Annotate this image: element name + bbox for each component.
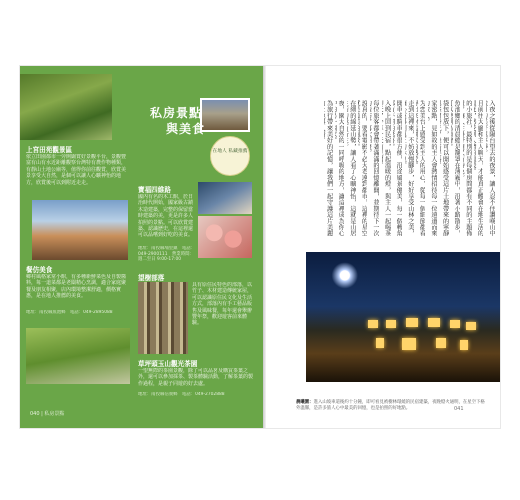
text-column: 走到這裡來，不妨放慢腳步，好好享受山林之美， xyxy=(406,100,414,237)
spot-description: 依立田園都市一旁開闢賞好景觀平台，景觀豐富有山有水近距離觀察台灣特有農作物種類，有靜山土地公廟等，值得你前往觀賞，欣賞美景享受大自然，是個可以讓人心曠神怡的地方，欣賞後可以到附近走走。 xyxy=(26,154,127,186)
right-page xyxy=(266,66,500,428)
spot-info: 地址：南投縣信義鄉 電話：049-2702888 xyxy=(138,392,225,397)
right-page-number: 041 xyxy=(454,406,464,412)
spot-description: 一望無際的茶園景觀，除了可以品茗及購買茶葉之外，還可以參加採茶、製茶體驗活動，了解茶葉的製作過程，是親子同遊的好去處。 xyxy=(138,368,254,387)
spot-description: 鄉村風格家常小館，有多種新鮮菜色及自製醬料，每一道菜都是老闆精心烹調，適合家庭聚餐及朋友相聚，店內環境整潔舒適，價格實惠，是在地人推薦的美食。 xyxy=(26,274,127,300)
spot-title: 寶福四維路 xyxy=(138,186,171,194)
text-column: 為旅行帶來美好的記憶，讓我們一起守護這片美麗 xyxy=(325,100,333,237)
banner-title-line1: 私房景點 xyxy=(150,106,203,120)
left-page-number: 040 | 私房景點 xyxy=(30,411,65,417)
colonial-house-photo xyxy=(32,200,128,260)
left-page xyxy=(20,66,263,428)
text-column: 的小旅社，最特別的是每個房間都有不同的主題佈 xyxy=(464,100,472,237)
spot-description: 國內有名的木工館，於日治時代開始，國家級古蹟木造建築，完整的保留當時建築的美，更是許多人拍照的景點。可以欣賞建築、認識歷史，在這裡還可以品嚐到好吃的美食。 xyxy=(138,194,194,239)
spot-title: 餐仿美食 xyxy=(26,266,53,274)
vegetable-garden-photo xyxy=(20,74,112,140)
text-column: 魚池鄉的清晨總是籠罩在薄霧中，沿著小路散步， xyxy=(453,100,461,237)
bamboo-village-photo xyxy=(138,282,188,354)
text-column: 說真的，要看電影不必大老遠到都市，這裡的星空 xyxy=(360,100,368,237)
book-spread xyxy=(20,66,500,428)
spot-title: 草坪頭玉山觀光茶園 xyxy=(138,360,198,368)
text-column: 且前往大廳和主人聊天，才能真正體會在地生活的 xyxy=(476,100,484,237)
text-column: 袋包包放下，便可以開始感受這片土地帶來的寧靜 xyxy=(441,100,449,237)
night-guesthouse-photo xyxy=(306,252,500,382)
text-column: 入晚上回到民宿，點起溫暖的燈，與主人一起喝茶 xyxy=(383,100,391,237)
banner-title-line2: 與美食 xyxy=(166,122,206,136)
spot-title: 上宮田苑觀景區 xyxy=(26,146,73,154)
pink-food-photo xyxy=(198,216,252,258)
spot-title: 望樹部落 xyxy=(138,274,165,282)
text-column: 每位旅客都會帶著滿滿的回憶離開，並期待下一次 xyxy=(372,100,379,237)
text-column: 入夜之後從陽台望去的夜景，讓人忍不住讚嘆山中 xyxy=(488,100,495,237)
spot-description: 具有原住民特色的部落，以竹子、木材建造傳統家屋，可以認識原住民文化及生活方式，部落內有手工藝品販售及風味餐，每年還會舉辦豐年祭，歡迎遊客前來體驗。 xyxy=(192,282,253,327)
shop-interior-photo xyxy=(198,182,252,214)
text-column: 在細的綿延山勢，讓人看了心曠神怡，這就是山居 xyxy=(348,100,356,237)
local-recommend-stamp: 在地人 私藏推薦 xyxy=(210,136,250,176)
tea-field-workers-photo xyxy=(26,328,130,384)
text-column: 開車或騎車都很方便，沿途風景優美，每一個轉角 xyxy=(395,100,403,237)
text-column: 家密點，見如故的主人會熱情招待每一位遠道而來 xyxy=(430,100,437,237)
text-column: 为恋美台上感受到主人的用心，從每一個細節都看 xyxy=(418,100,426,237)
spot-info: 地址：南投縣魚池鄉 電話：049-2895088 xyxy=(26,310,113,315)
spot-info: 地址：南投縣埔里鎮 電話：049-2900111 營業時間：週二至日 9:00-17:00 xyxy=(138,246,196,263)
photo-caption: 晨曦園：進入山坡車道後約十分鐘，即可看見被樹林環繞的民宿建築，夜晚燈火通明，在星空下格外溫馨，是許多旅人心中最美的回憶，也是拍照的好地點。 xyxy=(296,400,485,411)
text-column: 夜，園大自然的一同呼吸的地方，讓這裡成為你心 xyxy=(337,100,345,237)
